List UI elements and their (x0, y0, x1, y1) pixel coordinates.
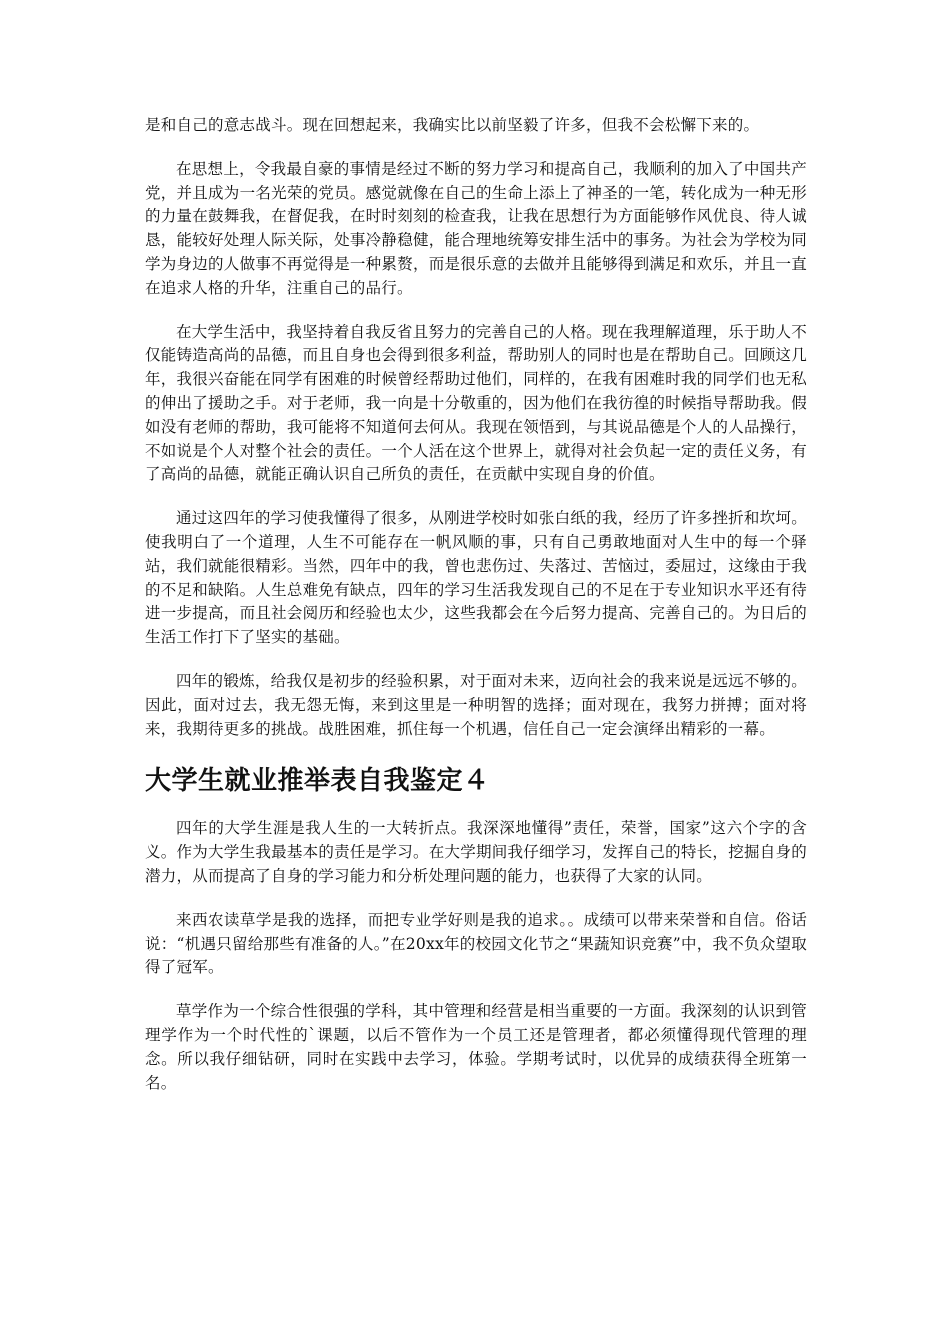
paragraph-character: 在大学生活中，我坚持着自我反省且努力的完善自己的人格。现在我理解道理，乐于助人不仅能铸造高尚的品德，而且自身也会得到很多利益，帮助别人的同时也是在帮助自己。回顾这几年，我很兴奋能在同学有困难的时候曾经帮助过他们，同样的，在我有困难时我的同学们也无私的伸出了援助之手。对于老师，我一向是十分敬重的，因为他们在我彷徨的时候指导帮助我。假如没有老师的帮助，我可能将不知道何去何从。我现在领悟到，与其说品德是个人的人品操行，不如说是个人对整个社会的责任。一个人活在这个世界上，就得对社会负起一定的责任义务，有了高尚的品德，就能正确认识自己所负的责任，在贡献中实现自身的价值。 (145, 322, 807, 484)
paragraph-ideology: 在思想上，令我最自豪的事情是经过不断的努力学习和提高自己，我顺利的加入了中国共产党，并且成为一名光荣的党员。感觉就像在自己的生命上添上了神圣的一笔，转化成为一种无形的力量在鼓舞我，在督促我，在时时刻刻的检查我，让我在思想行为方面能够作风优良、待人诚恳，能较好处理人际关际，处事冷静稳健，能合理地统筹安排生活中的事务。为社会为学校为同学为身边的人做事不再觉得是一种累赘，而是很乐意的去做并且能够得到满足和欢乐，并且一直在追求人格的升华，注重自己的品行。 (145, 159, 807, 297)
document-body (145, 114, 807, 1115)
paragraph-four-years: 通过这四年的学习使我懂得了很多，从刚进学校时如张白纸的我，经历了许多挫折和坎坷。使我明白了一个道理，人生不可能存在一帆风顺的事，只有自己勇敢地面对人生中的每一个驿站，我们就能很精彩。当然，四年中的我，曾也悲伤过、失落过、苦恼过，委屈过，这缘由于我的不足和缺陷。人生总难免有缺点，四年的学习生活我发现自己的不足在于专业知识水平还有待进一步提高，而且社会阅历和经验也太少，这些我都会在今后努力提高、完善自己的。为日后的生活工作打下了坚实的基础。 (145, 509, 807, 647)
section-heading: 大学生就业推举表自我鉴定４ (145, 766, 490, 797)
paragraph-future: 四年的锻炼，给我仅是初步的经验积累，对于面对未来，迈向社会的我来说是远远不够的。因此，面对过去，我无怨无悔，来到这里是一种明智的选择；面对现在，我努力拼搏；面对将来，我期待更多的挑战。战胜困难，抓住每一个机遇，信任自己一定会演绎出精彩的一幕。 (145, 671, 807, 738)
paragraph-management: 草学作为一个综合性很强的学科，其中管理和经营是相当重要的一方面。我深刻的认识到管理学作为一个时代性的`课题，以后不管作为一个员工还是管理者，都必须懂得现代管理的理念。所以我仔细钻研，同时在实践中去学习，体验。学期考试时，以优异的成绩获得全班第一名。 (145, 1002, 807, 1092)
paragraph-major-choice: 来西农读草学是我的选择，而把专业学好则是我的追求。。成绩可以带来荣誉和自信。俗话说：“机遇只留给那些有准备的人。”在20xx年的校园文化节之“果蔬知识竞赛”中，我不负众望取得了冠军。 (145, 910, 807, 977)
paragraph-turning-point: 四年的大学生涯是我人生的一大转折点。我深深地懂得”责任，荣誉，国家”这六个字的含义。作为大学生我最基本的责任是学习。在大学期间我仔细学习，发挥自己的特长，挖掘自身的潜力，从而提高了自身的学习能力和分析处理问题的能力，也获得了大家的认同。 (145, 819, 807, 885)
paragraph-continuation: 是和自己的意志战斗。现在回想起来，我确实比以前坚毅了许多，但我不会松懈下来的。 (145, 116, 760, 134)
